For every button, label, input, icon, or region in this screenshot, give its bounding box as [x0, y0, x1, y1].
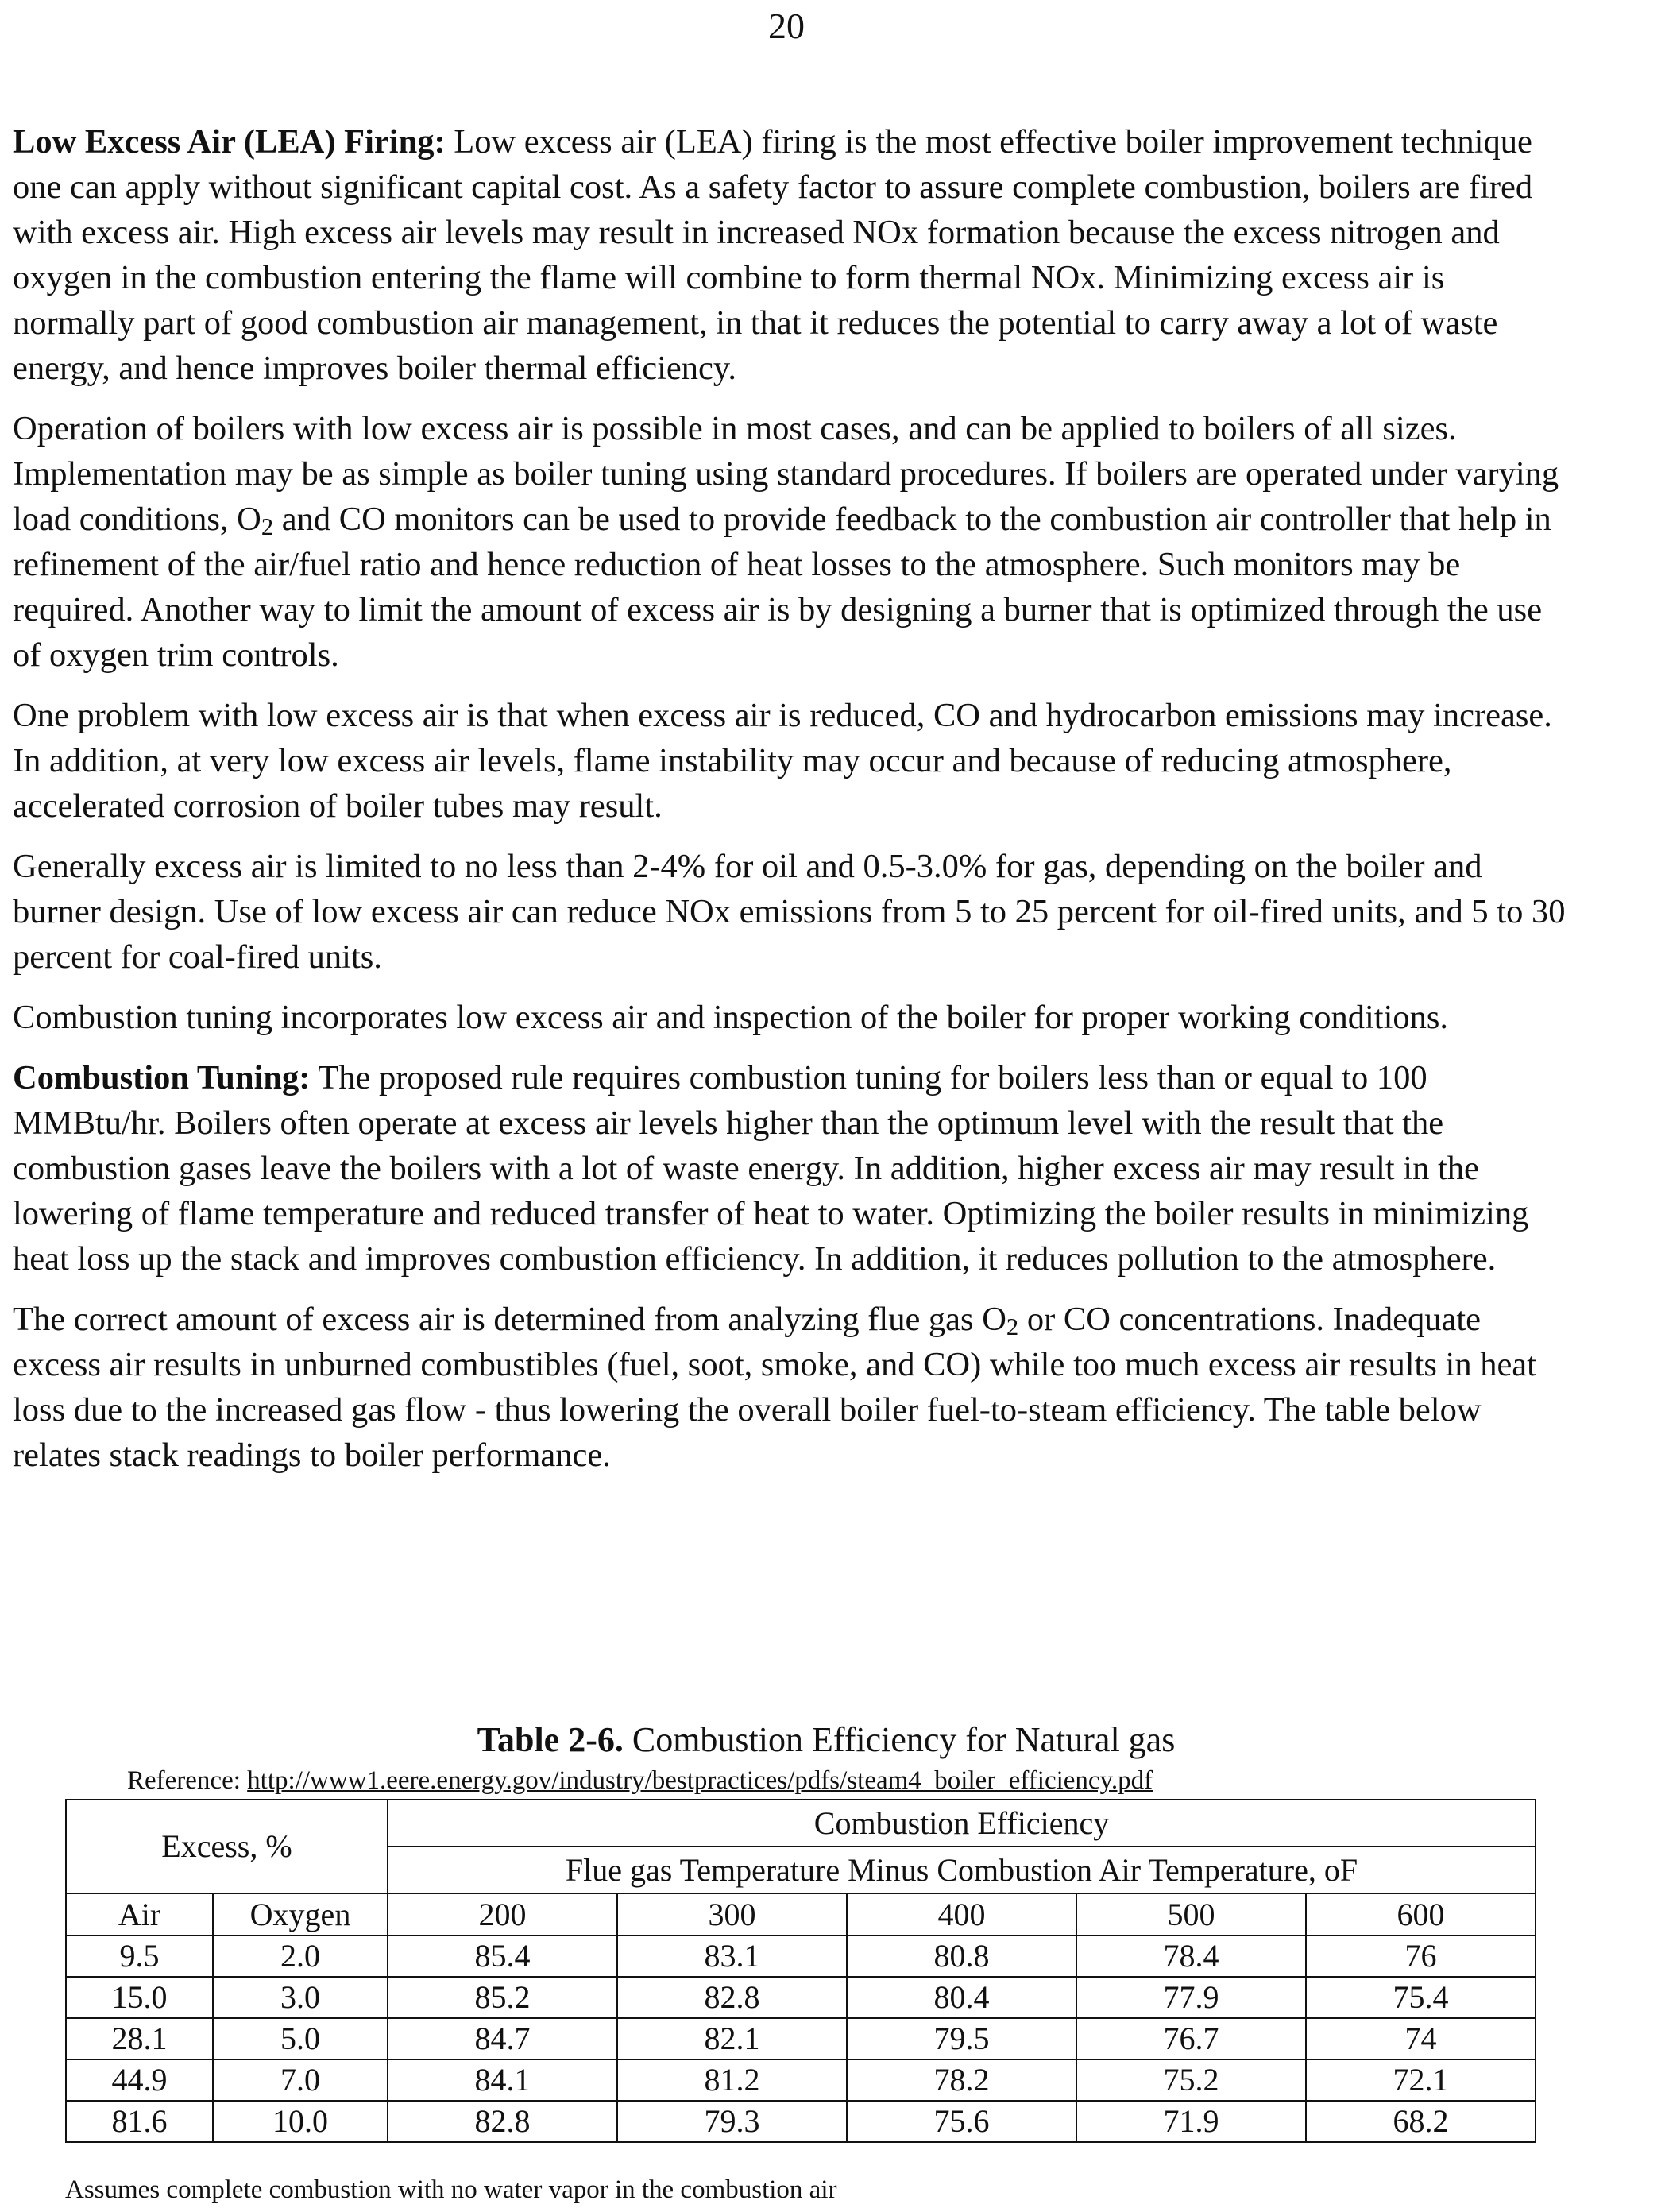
table-header-row	[66, 1800, 1536, 1847]
table-row	[66, 2059, 1536, 2101]
paragraph-text: Operation of boilers with low excess air is possible in most cases, and can be applied to boilers of all sizes. Implementation may be as simple as boiler tuning using standard procedures. If boilers are operated under varying load conditions, O	[13, 410, 1559, 538]
table-cell: 85.2	[388, 1977, 617, 2018]
combustion-efficiency-table	[65, 1799, 1536, 2143]
table-cell: 81.6	[66, 2101, 213, 2142]
table-reference	[127, 1765, 1153, 1796]
paragraph-text: and CO monitors can be used to provide feedback to the combustion air controller that help in refinement of the air/fuel ratio and hence reduction of heat losses to the atmosphere. Such monitors may be required. Another way to limit the amount of excess air is by designing a burner that is optimized through the use of oxygen trim controls.	[13, 501, 1551, 674]
table-cell: 2.0	[213, 1936, 388, 1977]
table-caption-text: Combustion Efficiency for Natural gas	[623, 1720, 1176, 1759]
temperature-header: Flue gas Temperature Minus Combustion Air Temperature, oF	[388, 1847, 1536, 1893]
paragraph-text: Combustion tuning incorporates low excess air and inspection of the boiler for proper working conditions.	[13, 999, 1449, 1036]
paragraph-operation	[13, 406, 1570, 678]
table-cell: 15.0	[66, 1977, 213, 2018]
table-cell: 79.5	[847, 2018, 1076, 2059]
table-cell: 75.4	[1306, 1977, 1536, 2018]
table-cell: 76	[1306, 1936, 1536, 1977]
table-caption-label: Table 2-6.	[477, 1720, 624, 1759]
subscript: 2	[1006, 1313, 1019, 1341]
table-cell: 78.2	[847, 2059, 1076, 2101]
table-cell: 3.0	[213, 1977, 388, 2018]
table-subheader-row	[66, 1893, 1536, 1936]
table-cell: 10.0	[213, 2101, 388, 2142]
excess-header: Excess, %	[66, 1800, 388, 1893]
table-cell: 7.0	[213, 2059, 388, 2101]
paragraph-combustion-tuning	[13, 1055, 1570, 1282]
paragraph-lea-firing	[13, 119, 1570, 391]
paragraph-correct-amount	[13, 1297, 1570, 1478]
subscript: 2	[261, 513, 274, 541]
table-footnote: Assumes complete combustion with no water vapor in the combustion air	[65, 2175, 837, 2204]
table-cell: 78.4	[1076, 1936, 1306, 1977]
table-cell: 84.1	[388, 2059, 617, 2101]
table-cell: 84.7	[388, 2018, 617, 2059]
paragraph-text: One problem with low excess air is that when excess air is reduced, CO and hydrocarbon emissions may increase. In addition, at very low excess air levels, flame instability may occur and because of reducing atmosphere, accelerated corrosion of boiler tubes may result.	[13, 697, 1552, 825]
table-cell: 81.2	[617, 2059, 847, 2101]
column-header-temp: 300	[617, 1893, 847, 1936]
efficiency-header: Combustion Efficiency	[388, 1800, 1536, 1847]
table-cell: 28.1	[66, 2018, 213, 2059]
table-cell: 75.2	[1076, 2059, 1306, 2101]
heading-combustion-tuning: Combustion Tuning:	[13, 1059, 311, 1096]
paragraph-text: Generally excess air is limited to no less than 2-4% for oil and 0.5-3.0% for gas, depending on the boiler and burner design. Use of low excess air can reduce NOx emissions from 5 to 25 percent for oil-fired units, and 5 to 30 percent for coal-fired units.	[13, 848, 1566, 976]
table-cell: 71.9	[1076, 2101, 1306, 2142]
table-cell: 9.5	[66, 1936, 213, 1977]
table-cell: 77.9	[1076, 1977, 1306, 2018]
paragraph-text: The correct amount of excess air is determined from analyzing flue gas O	[13, 1301, 1006, 1338]
paragraph-tuning-intro	[13, 995, 1570, 1040]
table-row	[66, 1977, 1536, 2018]
table-cell: 82.1	[617, 2018, 847, 2059]
table-cell: 85.4	[388, 1936, 617, 1977]
paragraph-problem	[13, 693, 1570, 829]
table-cell: 76.7	[1076, 2018, 1306, 2059]
table-cell: 82.8	[617, 1977, 847, 2018]
column-header-temp: 400	[847, 1893, 1076, 1936]
column-header-air: Air	[66, 1893, 213, 1936]
table-cell: 44.9	[66, 2059, 213, 2101]
column-header-oxygen: Oxygen	[213, 1893, 388, 1936]
body-text	[13, 119, 1570, 1493]
page-number: 20	[768, 6, 805, 46]
table-caption	[0, 1720, 1652, 1760]
table-row	[66, 2018, 1536, 2059]
table-cell: 80.4	[847, 1977, 1076, 2018]
column-header-temp: 200	[388, 1893, 617, 1936]
paragraph-text: or CO concentrations. Inadequate excess air results in unburned combustibles (fuel, soot, smoke, and CO) while too much excess air results in heat loss due to the increased gas flow - thus lowering the overall boiler fuel-to-steam efficiency. The table below relates stack readings to boiler performance.	[13, 1301, 1536, 1474]
table-cell: 80.8	[847, 1936, 1076, 1977]
table-row	[66, 2101, 1536, 2142]
paragraph-text: Low excess air (LEA) firing is the most effective boiler improvement technique one can apply without significant capital cost. As a safety factor to assure complete combustion, boilers are fired with excess air. High excess air levels may result in increased NOx formation because the excess nitrogen and oxygen in the combustion entering the flame will combine to form thermal NOx. Minimizing excess air is normally part of good combustion air management, in that it reduces the potential to carry away a lot of waste energy, and hence improves boiler thermal efficiency.	[13, 123, 1533, 387]
table-cell: 75.6	[847, 2101, 1076, 2142]
table-cell: 68.2	[1306, 2101, 1536, 2142]
paragraph-text: The proposed rule requires combustion tuning for boilers less than or equal to 100 MMBtu/hr. Boilers often operate at excess air levels higher than the optimum level with the result that the combustion gases leave the boilers with a lot of waste energy. In addition, higher excess air may result in the lowering of flame temperature and reduced transfer of heat to water. Optimizing the boiler results in minimizing heat loss up the stack and improves combustion efficiency. In addition, it reduces pollution to the atmosphere.	[13, 1059, 1529, 1278]
table-cell: 79.3	[617, 2101, 847, 2142]
table-cell: 72.1	[1306, 2059, 1536, 2101]
column-header-temp: 600	[1306, 1893, 1536, 1936]
table-cell: 83.1	[617, 1936, 847, 1977]
table-cell: 74	[1306, 2018, 1536, 2059]
column-header-temp: 500	[1076, 1893, 1306, 1936]
reference-link[interactable]: http://www1.eere.energy.gov/industry/bestpractices/pdfs/steam4_boiler_efficiency.pdf	[247, 1766, 1153, 1795]
table-cell: 82.8	[388, 2101, 617, 2142]
reference-label: Reference:	[127, 1766, 248, 1795]
heading-lea-firing: Low Excess Air (LEA) Firing:	[13, 123, 446, 160]
paragraph-limits	[13, 844, 1570, 980]
table-row	[66, 1936, 1536, 1977]
table-cell: 5.0	[213, 2018, 388, 2059]
